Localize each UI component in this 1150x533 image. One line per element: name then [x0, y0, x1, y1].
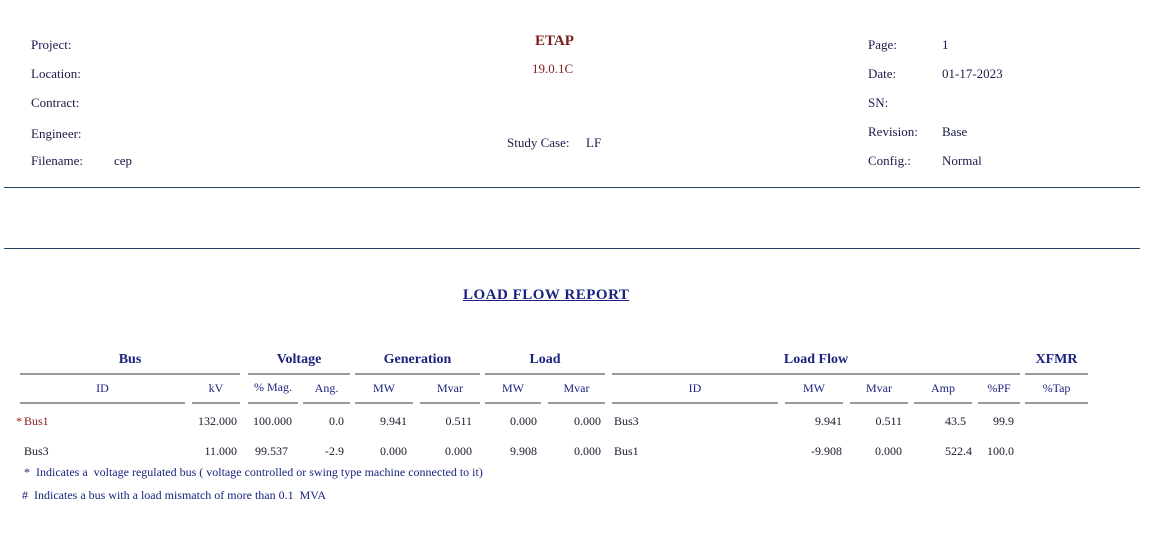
row-lf-id: Bus3	[614, 414, 639, 428]
row-gen-mw: 0.000	[380, 444, 407, 458]
group-voltage: Voltage	[276, 352, 322, 367]
col-load-mvar: Mvar	[563, 381, 590, 395]
col-lf-mw: MW	[803, 381, 825, 395]
row-kv: 11.000	[204, 444, 237, 458]
rule-generation	[355, 373, 480, 375]
col-amp: Amp	[931, 381, 955, 395]
config-label: Config.:	[868, 153, 911, 168]
filename-value: cep	[114, 153, 133, 168]
row-bus-id: Bus3	[24, 444, 49, 458]
col-pf: %PF	[987, 381, 1011, 395]
rule-col-kv	[192, 402, 240, 404]
row-kv: 132.000	[198, 414, 237, 428]
row-lf-mvar: 0.000	[875, 444, 902, 458]
rule-col-mag	[248, 402, 298, 404]
rule-col-tap	[1025, 402, 1088, 404]
col-bus-id: ID	[96, 381, 109, 395]
group-xfmr: XFMR	[1035, 352, 1078, 367]
row-mag: 99.537	[255, 444, 288, 458]
row-amp: 522.4	[945, 444, 972, 458]
rule-col-gen-mw	[355, 402, 413, 404]
project-label: Project:	[31, 37, 72, 52]
rule-col-ang	[303, 402, 350, 404]
row-gen-mvar: 0.511	[445, 414, 472, 428]
app-name: ETAP	[535, 33, 574, 49]
row-lf-mvar: 0.511	[875, 414, 902, 428]
rule-bus	[20, 373, 240, 375]
rule-col-amp	[914, 402, 972, 404]
contract-label: Contract:	[31, 95, 80, 110]
row-pf: 100.0	[987, 444, 1014, 458]
row-load-mvar: 0.000	[574, 444, 601, 458]
row-ang: 0.0	[329, 414, 344, 428]
revision-label: Revision:	[868, 124, 918, 139]
row-marker: *	[16, 414, 22, 428]
row-pf: 99.9	[993, 414, 1014, 428]
col-ang: Ang.	[314, 381, 339, 395]
row-bus-id: Bus1	[24, 414, 49, 428]
engineer-label: Engineer:	[31, 126, 82, 141]
col-gen-mw: MW	[373, 381, 395, 395]
filename-label: Filename:	[31, 153, 83, 168]
note-load-mismatch: # Indicates a bus with a load mismatch of more than 0.1 MVA	[22, 488, 327, 502]
col-tap: %Tap	[1042, 381, 1071, 395]
row-ang: -2.9	[325, 444, 344, 458]
page-label: Page:	[868, 37, 897, 52]
row-lf-mw: -9.908	[811, 444, 842, 458]
date-value: 01-17-2023	[942, 66, 1003, 81]
group-bus: Bus	[118, 352, 142, 367]
col-lf-id: ID	[688, 381, 702, 395]
row-gen-mw: 9.941	[380, 414, 407, 428]
rule-col-pf	[978, 402, 1020, 404]
header-divider-top	[4, 187, 1140, 188]
rule-col-lf-mvar	[850, 402, 908, 404]
date-label: Date:	[868, 66, 897, 81]
note-voltage-regulated: * Indicates a voltage regulated bus ( voltage controlled or swing type machine connected to it)	[24, 465, 483, 479]
rule-col-bus-id	[20, 402, 185, 404]
group-load: Load	[529, 352, 561, 367]
col-lf-mvar: Mvar	[866, 381, 892, 395]
group-generation: Generation	[383, 352, 452, 367]
rule-col-load-mvar	[548, 402, 605, 404]
revision-value: Base	[942, 124, 968, 139]
col-load-mw: MW	[502, 381, 524, 395]
page-value: 1	[942, 37, 949, 52]
row-mag: 100.000	[253, 414, 292, 428]
col-mag: % Mag.	[254, 380, 292, 394]
rule-col-gen-mvar	[420, 402, 480, 404]
rule-load	[485, 373, 605, 375]
col-gen-mvar: Mvar	[437, 381, 463, 395]
rule-xfmr	[1025, 373, 1088, 375]
row-load-mw: 0.000	[510, 414, 537, 428]
row-lf-id: Bus1	[614, 444, 639, 458]
group-load-flow: Load Flow	[783, 352, 849, 367]
rule-voltage	[248, 373, 350, 375]
row-amp: 43.5	[945, 414, 966, 428]
sn-label: SN:	[868, 95, 889, 110]
row-load-mvar: 0.000	[574, 414, 601, 428]
study-case-value: LF	[586, 135, 602, 150]
config-value: Normal	[942, 153, 982, 168]
rule-col-load-mw	[485, 402, 541, 404]
col-kv: kV	[208, 381, 224, 395]
report-title: LOAD FLOW REPORT	[463, 287, 630, 303]
study-case-label: Study Case:	[507, 135, 570, 150]
row-lf-mw: 9.941	[815, 414, 842, 428]
row-gen-mvar: 0.000	[445, 444, 472, 458]
rule-col-lf-mw	[785, 402, 843, 404]
rule-load-flow	[612, 373, 1020, 375]
location-label: Location:	[31, 66, 81, 81]
app-version: 19.0.1C	[532, 61, 574, 76]
row-load-mw: 9.908	[510, 444, 537, 458]
header-divider-bottom	[4, 248, 1140, 249]
rule-col-lf-id	[612, 402, 778, 404]
